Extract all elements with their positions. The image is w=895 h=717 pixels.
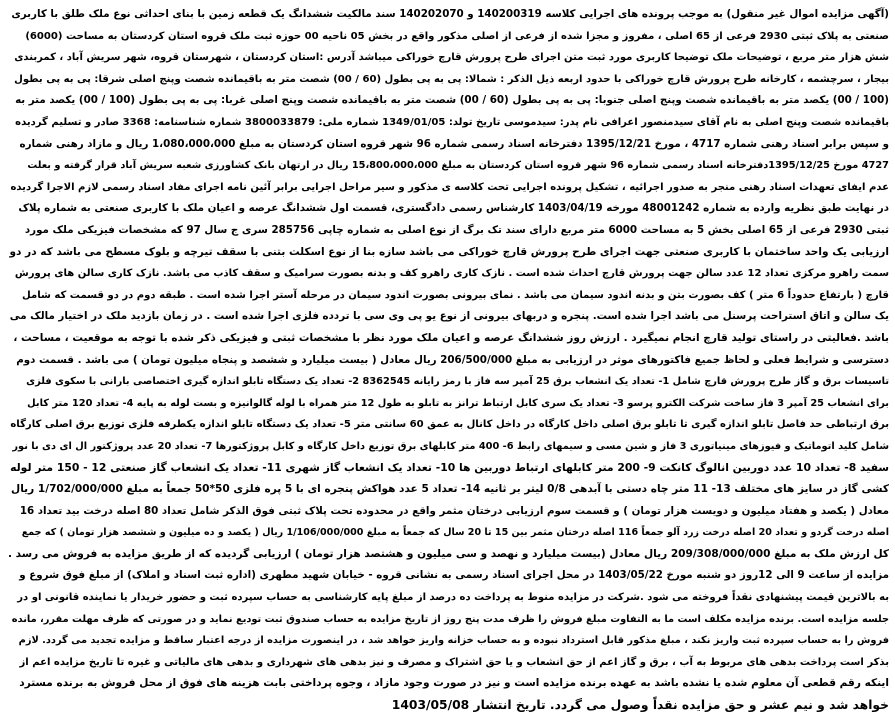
notice-line: (آگهی مزایده اموال غیر منقول) به موجب پرونده های اجرایی کلاسه 140200319 و 140202070 سند مالکیت ششدانگ یک قطعه زمین با بنای احداثی نوع ملک طلق با کاربری bbox=[11, 8, 889, 20]
notice-line: قارچ ( بارتفاع حدوداً 6 متر ) کف بصورت بتن و بدنه اندود سیمان می باشد . نمای بیرونی بصورت اندود سیمان در مرحله آستر اجرا شده است . طبقه دوم در دو قسمت که شامل bbox=[22, 289, 889, 301]
notice-line: بذکر است پرداخت بدهی های مربوط به آب ، برق و گاز اعم از حق انشعاب و یا حق اشتراک و مصرف و نیز بدهی های شهرداری و بدهی های مالیاتی و غیره تا تاریخ مزایده اعم از bbox=[19, 656, 889, 668]
notice-line: ثبتی 2930 فرعی از 65 اصلی بخش 5 به مساحت 6000 متر مربع دارای سند تک برگ از نوع اصلی به شماره چاپی 285756 سری ج سال 97 که مشخصات فیزیکی ملک مورد bbox=[24, 223, 889, 236]
notice-line: باقیمانده شصت وپنج اصلی به نام آقای سیدمنصور اعرافی نام پدر: سیدموسی تاریخ تولد: 1349/01/05 شماره ملی: 3800033879 شماره شناسنامه: 3368 صادر و تسلیم گردیده bbox=[15, 116, 889, 128]
notice-line: اصله درخت گردو و تعداد 20 اصله درخت زرد آلو جمعاً 116 اصله درختان مثمر بین 15 تا 20 سال که جمعاً به مبلغ 1/106/000/000 ریال ( یکصد و ده میلیون و ششصد هزار تومان ) که جمع bbox=[21, 527, 889, 539]
notice-line: جلسه مزایده است. برنده مزایده مکلف است ما به التفاوت مبلغ فروش را ظرف مدت پنج روز از تاریخ مزایده به حساب صندوق ثبت تودیع نماید و در صورتی که ظرف مهلت مقرر، مانده bbox=[11, 613, 889, 625]
notice-line: شش هزار متر مربع ، توضیحات ملک توضیحا کاربری مورد ثبت متن اجرای طرح پرورش قارچ خوراکی میباشد آدرس :استان کردستان ، شهرستان قروه، شهر سریش آباد ، کمربندی bbox=[14, 52, 889, 64]
notice-line: مزایده از ساعت 9 الی 12روز دو شنبه مورخ 1403/05/22 در محل اجرای اسناد رسمی به نشانی قروه - خیابان شهید مطهری (اداره ثبت اسناد و املاک) از مبلغ فوق شروع و bbox=[19, 569, 889, 582]
notice-line: دسترسی و شرایط فعلی و لحاظ جمیع فاکتورهای موثر در ارزیابی به مبلغ 206/500/000 ریال معادل ( بیست میلیارد و ششصد و پنجاه میلیون تومان ) می باشد . قسمت دوم bbox=[16, 353, 889, 366]
notice-line: و سپس برابر اسناد رهنی شماره 4717 ، مورخ 1395/12/21 دفترخانه اسناد رسمی شماره 96 شهر قروه استان کردستان به مبلغ 1،080،000،000 ریال و مازاد رهنی شماره bbox=[19, 137, 889, 150]
notice-line: کل ارزش ملک به مبلغ 209/308/000/000 ریال معادل (بیست میلیارد و نهصد و سی میلیون و هشتصد هزار تومان ) ارزیابی گردیده که از طریق مزایده به فروش می رسد . bbox=[8, 547, 889, 560]
notice-line: شامل کلید اتوماتیک و فیوزهای مینیاتوری 3 فاز و شین مسی و سیمهای رابط 6- 400 متر کابلهای برق توزیع داخل کارگاه و کابل پروژکتورها 7- تعداد 20 عدد پروژکتور ال ای دی با نور bbox=[12, 440, 889, 452]
notice-line: برای انشعاب 25 آمپر 3 فاز ساخت شرکت الکترو پرسو 3- تعداد یک سری کابل ارتباط ترانز به تابلو به طول 12 متر همراه با لوله گالوانیزه و بست لوله به پایه 4- تعداد 120 متر کابل bbox=[27, 397, 889, 409]
notice-line: (100 / 00) یکصد متر به باقیمانده شصت وپنج اصلی جنوبا: پی به پی بطول (60 / 00) شصت متر به باقیمانده شصت وپنج اصلی غربا: پی به پی بطول (100 / 00) یکصد متر به bbox=[15, 94, 889, 107]
notice-line: یک سالن و اتاق استراحت پرسنل می باشد اجرا شده است. پنجره و دربهای بیرونی از نوع یو پی وی سی با تردده فلزی اجرا شده است . در زمان بازدید ملک در اختیار مالک می bbox=[9, 310, 889, 323]
notice-line: برق ارتباطی حد فاصل تابلو اندازه گیری تا تابلو برق اصلی داخل کارگاه در داخل کانال به عمق 60 سانتی متر 5- تعداد یک دستگاه تابلو اندازه یکطرفه فلزی توزیع برق اصلی کارگاه bbox=[10, 419, 889, 431]
notice-line: خواهد شد و نیم عشر و حق مزایده نقداً وصول می گردد. تاریخ انتشار 1403/05/08 bbox=[391, 698, 889, 712]
notice-line: معادل ( یکصد و هفتاد میلیون و دویست هزار تومان ) و قسمت سوم ارزیابی درختان مثمر واقع در محدوده تحت پلاک ثبتی فوق الذکر شامل تعداد 80 اصله درخت بید تعداد 16 bbox=[19, 504, 889, 517]
notice-line: بیجار ، سرچشمه ، کارخانه طرح پرورش قارچ خوراکی با حدود اربعه ذیل الذکر : شمالا: پی به پی بطول (60 / 00) شصت متر به باقیمانده شصت وپنج اصلی شرقا: پی به پی بطول bbox=[14, 73, 889, 85]
notice-line: 4727 مورخ 1395/12/25دفترخانه اسناد رسمی شماره 96 شهر قروه استان کردستان به مبلغ 15،800،000،000 ریال در ارتهان بانک کشاورزی شعبه سریش آباد قرار گرفته و بعلت bbox=[27, 160, 889, 172]
notice-line: باشد .فعالیتی در راستای تولید قارچ انجام نمیگیرد . ارزش روز ششدانگ عرصه و اعیان ملک مورد نظر با مشخصات ثبتی و فیزیکی ذکر شده با توجه به موقعیت ، مساحت ، bbox=[13, 331, 889, 344]
notice-line: کشی گاز در سایز های مختلف 13- 11 متر چاه دستی با آبدهی 0/8 لیتر بر ثانیه 14- تعداد 5 عدد هواکش پنجره ای با 5 پره فلزی 50*50 جمعاً به مبلغ 1/702/000/000 ریال bbox=[11, 483, 889, 496]
notice-line: به بالاترین قیمت پیشنهادی نقداً فروخته می شود .شرکت در مزایده منوط به پرداخت ده درصد از مبلغ پایه کارشناسی به حساب سپرده ثبت و حضور خریدار یا نماینده قانونی او در bbox=[17, 592, 889, 604]
notice-line: عدم ایفای تعهدات اسناد رهنی منجر به صدور اجرائیه ، تشکیل پرونده اجرایی تحت کلاسه ی مذکور و سیر مراحل اجرایی برابر آئین نامه اجرای مفاد اسناد رسمی لازم الاجرا گردیده bbox=[10, 181, 889, 193]
notice-line: ارزیابی یک واحد ساختمان با کاربری صنعتی جهت اجرای طرح پرورش قارچ خوراکی می باشد سازه بنا از نوع اسکلت بتنی با سقف تیرچه و بلوک مسطح می باشد که در دو bbox=[9, 245, 889, 258]
notice-line: تاسیسات برق و گاز طرح پرورش قارچ شامل 1- تعداد یک انشعاب برق 25 آمپر سه فاز با رمز رایانه 8362545 2- تعداد یک دستگاه تابلو اندازه گیری اختصاصی بارانی با سکوی فلزی bbox=[26, 376, 889, 388]
notice-line: صنعتی به پلاک ثبتی 2930 فرعی از 65 اصلی ، مفروز و مجزا شده از فرعی از اصلی مذکور واقع در بخش 05 ناحیه 00 حوزه ثبت ملک قروه استان کردستان به مساحت (6000) bbox=[25, 30, 889, 42]
notice-line: اینکه رقم قطعی آن معلوم شده یا نشده باشد به عهده برنده مزایده است و نیز در صورت وجود مازاد ، وجوه پرداختی بابت هزینه های فوق از محل فروش به برنده مسترد bbox=[19, 677, 889, 690]
notice-line: سمت راهرو مرکزی تعداد 12 عدد سالن جهت پرورش قارچ احداث شده است . نازک کاری راهرو کف و بدنه بصورت سرامیک و سقف کاذب می باشد. نازک کاری سالن های پرورش bbox=[14, 268, 889, 280]
notice-line: فروش را به حساب سپرده ثبت واریز نکند ، مبلغ مذکور قابل استرداد نبوده و به حساب خزانه واریز خواهد شد ، در اینصورت مزایده از درجه اعتبار ساقط و مزایده تجدید می گردد. لازم bbox=[18, 635, 889, 647]
notice-line: در نهایت طبق نظریه وارده به شماره 48001242 مورخه 1403/04/19 کارشناس رسمی دادگستری، قسمت اول ششدانگ عرصه و اعیان ملک با کاربری صنعتی به شماره پلاک bbox=[18, 202, 889, 215]
notice-line: سفید 8- تعداد 10 عدد دوربین انالوگ کانکت 9- 200 متر کابلهای ارتباط دوربین ها 10- تعداد یک انشعاب گاز شهری 11- تعداد یک انشعاب گاز صنعتی 12 - 150 متر لوله bbox=[10, 461, 889, 475]
